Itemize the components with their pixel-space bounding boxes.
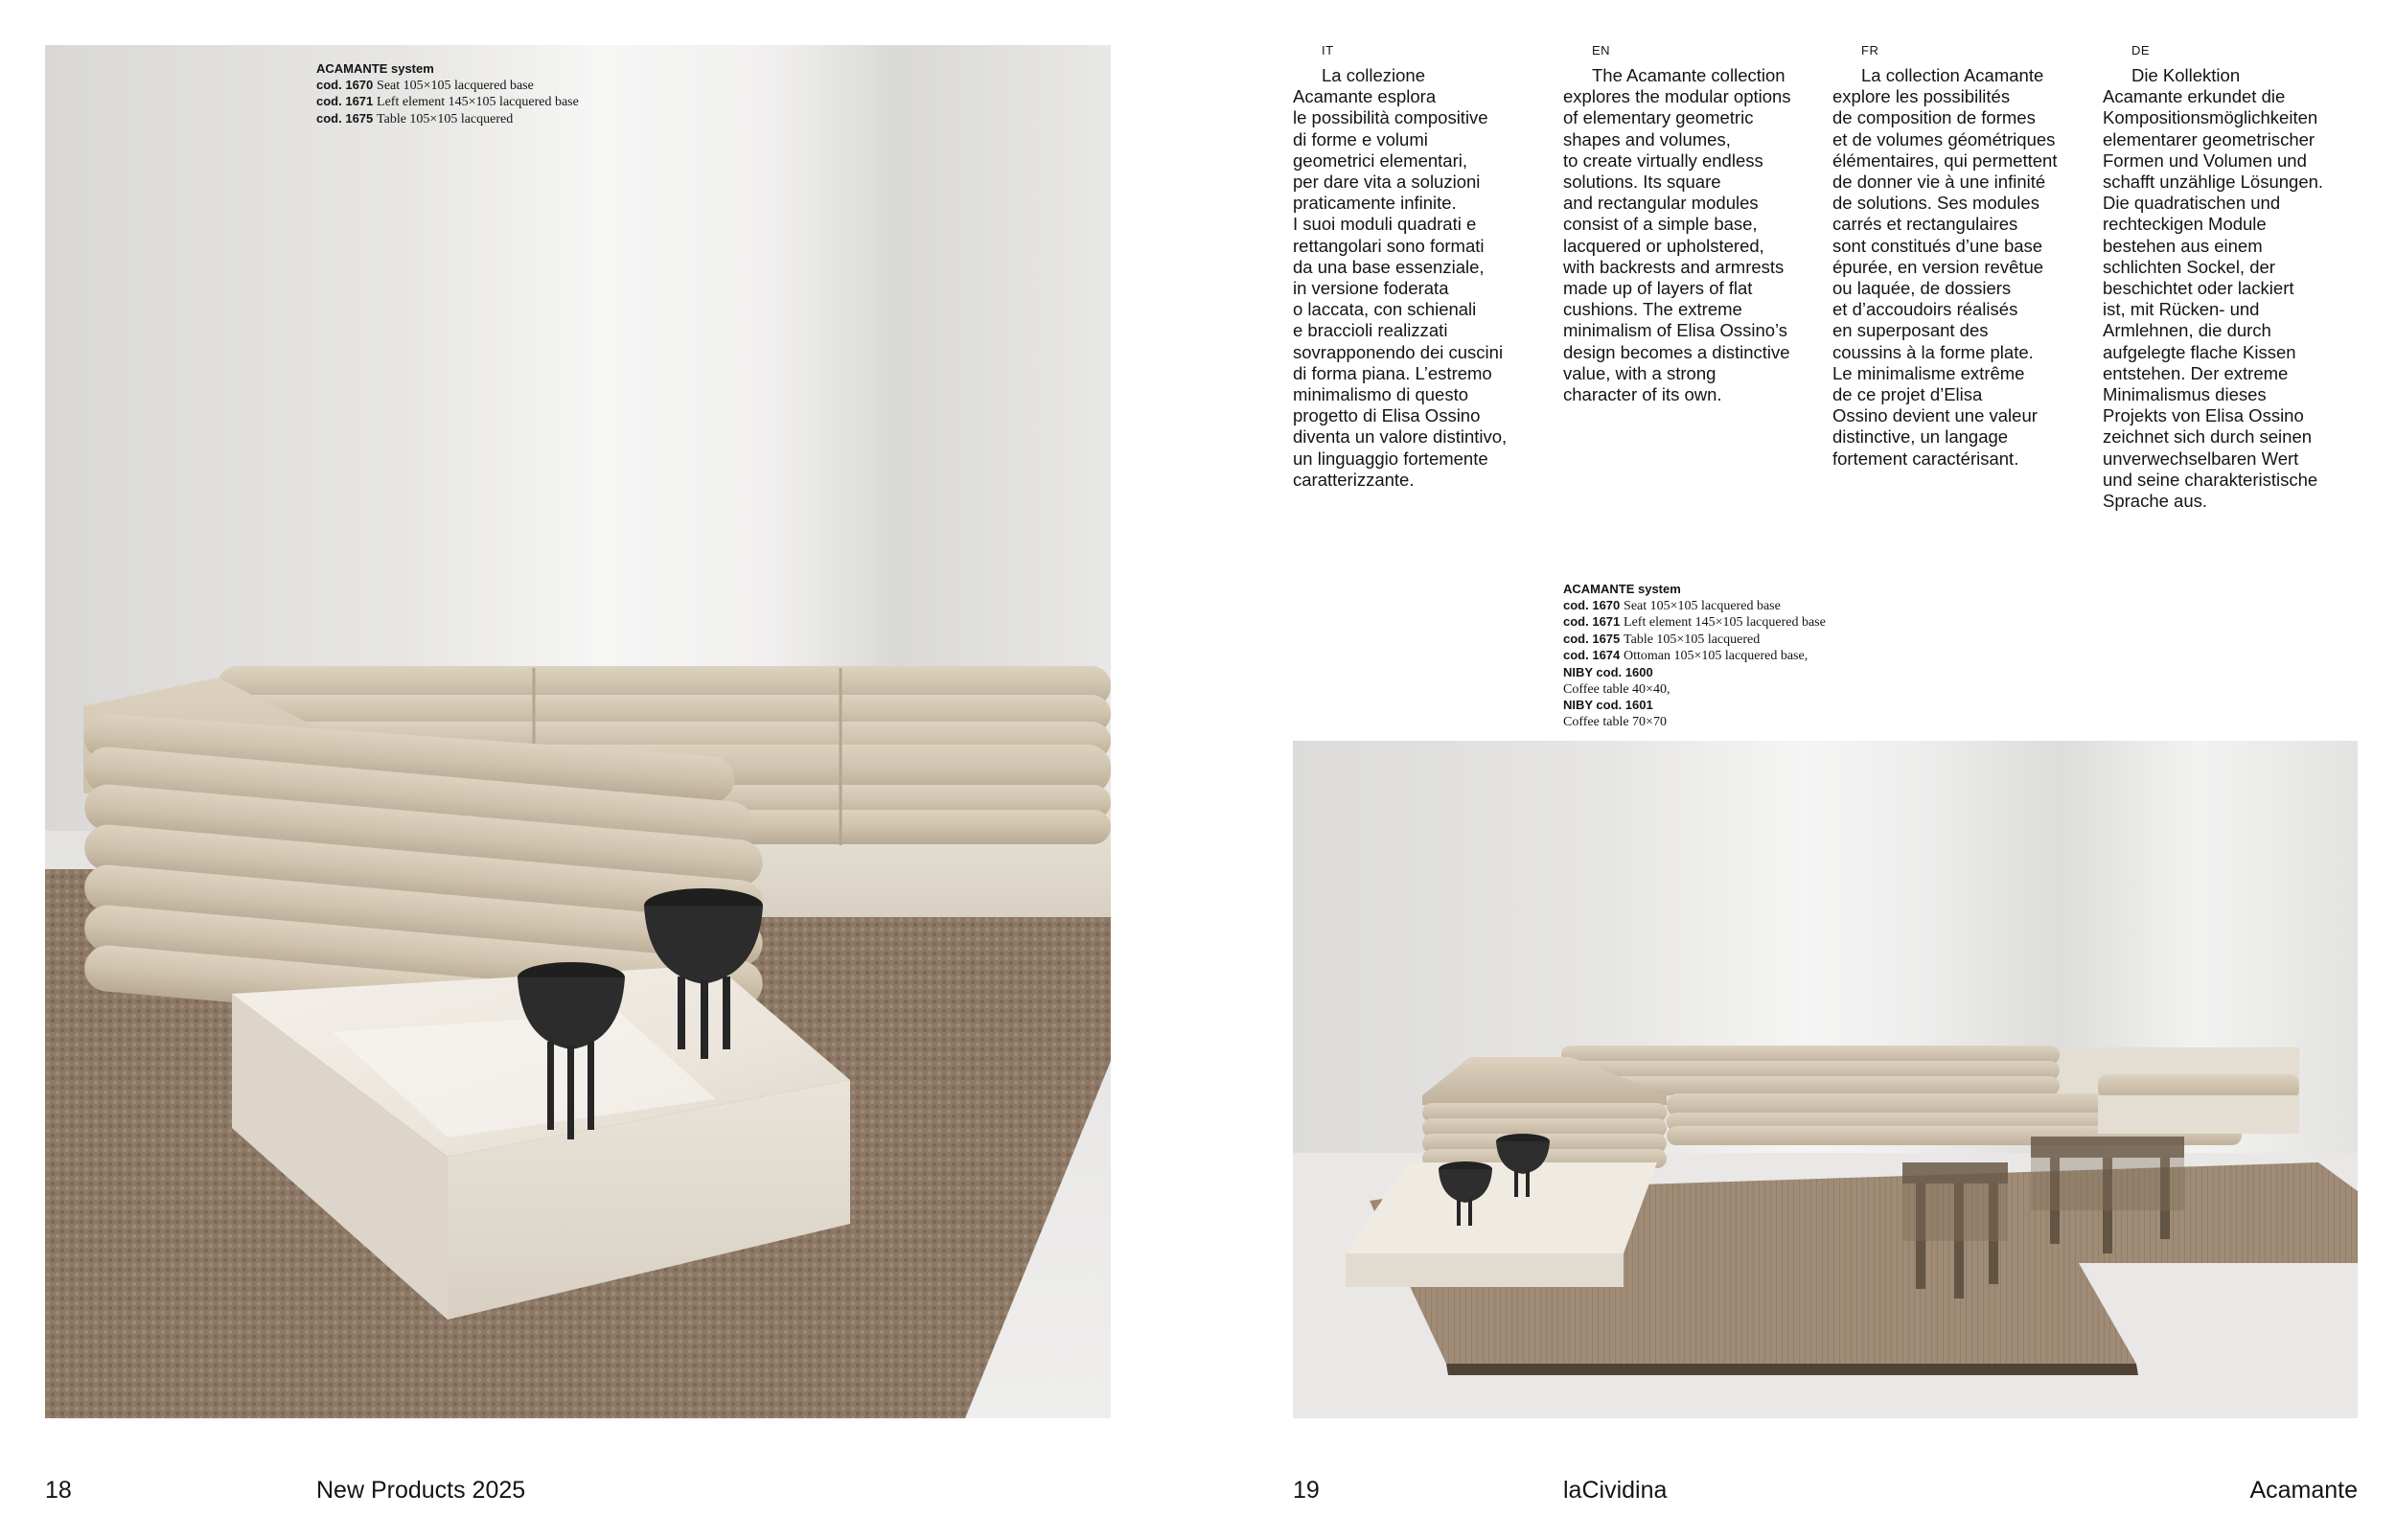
body-text-line: le possibilità compositive bbox=[1293, 107, 1488, 128]
body-text-line: Kompositionsmöglichkeiten bbox=[2103, 107, 2318, 128]
caption-line: cod. 1671 Left element 145×105 lacquered base bbox=[316, 94, 579, 110]
page-number-left: 18 bbox=[45, 1477, 72, 1504]
product-name: Acamante bbox=[2249, 1477, 2358, 1504]
caption-line: NIBY cod. 1600 bbox=[1563, 664, 1653, 679]
body-text-line: solutions. Its square bbox=[1563, 172, 1721, 193]
caption-line: NIBY cod. 1601 bbox=[1563, 698, 1653, 713]
body-text-line: explores the modular options bbox=[1563, 86, 1791, 107]
caption-line: cod. 1671 Left element 145×105 lacquered base bbox=[1563, 614, 1826, 631]
body-text-line: o laccata, con schienali bbox=[1293, 299, 1477, 320]
body-text bbox=[1293, 65, 1552, 491]
body-text-line: caratterizzante. bbox=[1293, 469, 1415, 490]
body-text-line: rettangolari sono formati bbox=[1293, 235, 1485, 256]
sofa-photo-right bbox=[1293, 741, 2358, 1418]
body-text-line: Formen und Volumen und bbox=[2103, 149, 2307, 171]
glass-table-large bbox=[2031, 1137, 2184, 1253]
body-text-line: minimalism of Elisa Ossino’s bbox=[1563, 320, 1788, 341]
language-code: DE bbox=[2131, 43, 2151, 57]
body-text-line: épurée, en version revêtue bbox=[1832, 256, 2044, 277]
body-text bbox=[2103, 65, 2361, 512]
body-text-line: diventa un valore distintivo, bbox=[1293, 426, 1508, 448]
body-text-line: ist, mit Rücken- und bbox=[2103, 299, 2260, 320]
body-text bbox=[1563, 65, 1822, 405]
body-text-line: Die quadratischen und bbox=[2103, 193, 2281, 214]
body-text-line: and rectangular modules bbox=[1563, 193, 1759, 214]
body-text-line: I suoi moduli quadrati e bbox=[1293, 214, 1477, 235]
body-text-line: La collezione bbox=[1322, 65, 1425, 85]
caption-line: cod. 1670 Seat 105×105 lacquered base bbox=[316, 77, 534, 93]
body-text-line: of elementary geometric bbox=[1563, 107, 1754, 128]
body-text-line: en superposant des bbox=[1832, 320, 1989, 341]
body-text-line: coussins à la forme plate. bbox=[1832, 341, 2034, 362]
sofa-photo-left bbox=[45, 45, 1111, 1418]
language-code: FR bbox=[1861, 43, 1879, 57]
sofa-closeup-illustration bbox=[45, 45, 1111, 1418]
body-text-line: design becomes a distinctive bbox=[1563, 341, 1790, 362]
publication-title: New Products 2025 bbox=[316, 1477, 526, 1504]
body-text-line: di forma piana. L’estremo bbox=[1293, 362, 1492, 383]
body-text-line: sont constitués d’une base bbox=[1832, 235, 2043, 256]
body-text-line: aufgelegte flache Kissen bbox=[2103, 341, 2296, 362]
body-text-line: da una base essenziale, bbox=[1293, 256, 1485, 277]
caption-line: Coffee table 40×40, bbox=[1563, 681, 1670, 697]
caption-line: Coffee table 70×70 bbox=[1563, 714, 1667, 729]
body-text-line: unverwechselbaren Wert bbox=[2103, 448, 2299, 469]
body-text-line: schlichten Sockel, der bbox=[2103, 256, 2275, 277]
glass-table-small bbox=[1902, 1162, 2008, 1299]
body-text-line: de ce projet d’Elisa bbox=[1832, 384, 1983, 405]
body-text-line: to create virtually endless bbox=[1563, 149, 1763, 171]
text-column-french bbox=[1832, 44, 2091, 470]
caption-line: cod. 1675 Table 105×105 lacquered bbox=[1563, 631, 1761, 647]
text-column-german bbox=[2103, 44, 2361, 512]
body-text-line: schafft unzählige Lösungen. bbox=[2103, 172, 2324, 193]
body-text-line: Ossino devient une valeur bbox=[1832, 405, 2038, 426]
photo-caption-right bbox=[1563, 582, 1826, 730]
body-text-line: de solutions. Ses modules bbox=[1832, 193, 2039, 214]
body-text-line: di forme e volumi bbox=[1293, 128, 1428, 149]
body-text-line: e braccioli realizzati bbox=[1293, 320, 1448, 341]
body-text bbox=[1832, 65, 2091, 470]
body-text-line: Projekts von Elisa Ossino bbox=[2103, 405, 2304, 426]
caption-line: cod. 1675 Table 105×105 lacquered bbox=[316, 110, 514, 126]
body-text-line: fortement caractérisant. bbox=[1832, 448, 2019, 469]
body-text-line: La collection Acamante bbox=[1861, 65, 2044, 85]
page-number-right: 19 bbox=[1293, 1477, 1320, 1504]
caption-title: ACAMANTE system bbox=[1563, 582, 1681, 596]
body-text-line: Armlehnen, die durch bbox=[2103, 320, 2271, 341]
body-text-line: et de volumes géométriques bbox=[1832, 128, 2056, 149]
body-text-line: rechteckigen Module bbox=[2103, 214, 2267, 235]
body-text-line: made up of layers of flat bbox=[1563, 278, 1753, 299]
body-text-line: value, with a strong bbox=[1563, 362, 1716, 383]
body-text-line: et d’accoudoirs réalisés bbox=[1832, 299, 2018, 320]
body-text-line: sovrapponendo dei cuscini bbox=[1293, 341, 1504, 362]
caption-line: cod. 1670 Seat 105×105 lacquered base bbox=[1563, 597, 1781, 613]
body-text-line: un linguaggio fortemente bbox=[1293, 448, 1488, 469]
body-text-line: entstehen. Der extreme bbox=[2103, 362, 2289, 383]
body-text-line: progetto di Elisa Ossino bbox=[1293, 405, 1481, 426]
body-text-line: carrés et rectangulaires bbox=[1832, 214, 2018, 235]
body-text-line: The Acamante collection bbox=[1592, 65, 1785, 85]
body-text-line: beschichtet oder lackiert bbox=[2103, 278, 2294, 299]
body-text-line: Minimalismus dieses bbox=[2103, 384, 2267, 405]
body-text-line: consist of a simple base, bbox=[1563, 214, 1758, 235]
body-text-line: de donner vie à une infinité bbox=[1832, 172, 2046, 193]
body-text-line: with backrests and armrests bbox=[1563, 256, 1785, 277]
body-text-line: elementarer geometrischer bbox=[2103, 128, 2315, 149]
body-text-line: Le minimalisme extrême bbox=[1832, 362, 2025, 383]
text-column-english bbox=[1563, 44, 1822, 405]
body-text-line: lacquered or upholstered, bbox=[1563, 235, 1764, 256]
language-code: IT bbox=[1322, 43, 1334, 57]
body-text-line: élémentaires, qui permettent bbox=[1832, 149, 2058, 171]
sofa-wide-illustration bbox=[1293, 741, 2358, 1418]
body-text-line: in versione foderata bbox=[1293, 278, 1449, 299]
body-text-line: bestehen aus einem bbox=[2103, 235, 2263, 256]
language-code: EN bbox=[1592, 43, 1611, 57]
body-text-line: Acamante erkundet die bbox=[2103, 86, 2286, 107]
body-text-line: geometrici elementari, bbox=[1293, 149, 1467, 171]
body-text-line: de composition de formes bbox=[1832, 107, 2036, 128]
body-text-line: zeichnet sich durch seinen bbox=[2103, 426, 2313, 448]
body-text-line: per dare vita a soluzioni bbox=[1293, 172, 1481, 193]
body-text-line: Sprache aus. bbox=[2103, 491, 2208, 512]
body-text-line: praticamente infinite. bbox=[1293, 193, 1457, 214]
body-text-line: shapes and volumes, bbox=[1563, 128, 1731, 149]
body-text-line: Acamante esplora bbox=[1293, 86, 1437, 107]
caption-title: ACAMANTE system bbox=[316, 61, 434, 76]
body-text-line: explore les possibilités bbox=[1832, 86, 2011, 107]
photo-caption-left bbox=[316, 61, 579, 127]
text-column-italian bbox=[1293, 44, 1552, 491]
body-text-line: minimalismo di questo bbox=[1293, 384, 1469, 405]
caption-line: cod. 1674 Ottoman 105×105 lacquered base, bbox=[1563, 648, 1809, 664]
body-text-line: und seine charakteristische bbox=[2103, 469, 2318, 490]
body-text-line: distinctive, un langage bbox=[1832, 426, 2009, 448]
body-text-line: ou laquée, de dossiers bbox=[1832, 278, 2012, 299]
body-text-line: Die Kollektion bbox=[2131, 65, 2241, 85]
body-text-line: character of its own. bbox=[1563, 384, 1722, 405]
brand-name: laCividina bbox=[1563, 1477, 1668, 1504]
body-text-line: cushions. The extreme bbox=[1563, 299, 1742, 320]
